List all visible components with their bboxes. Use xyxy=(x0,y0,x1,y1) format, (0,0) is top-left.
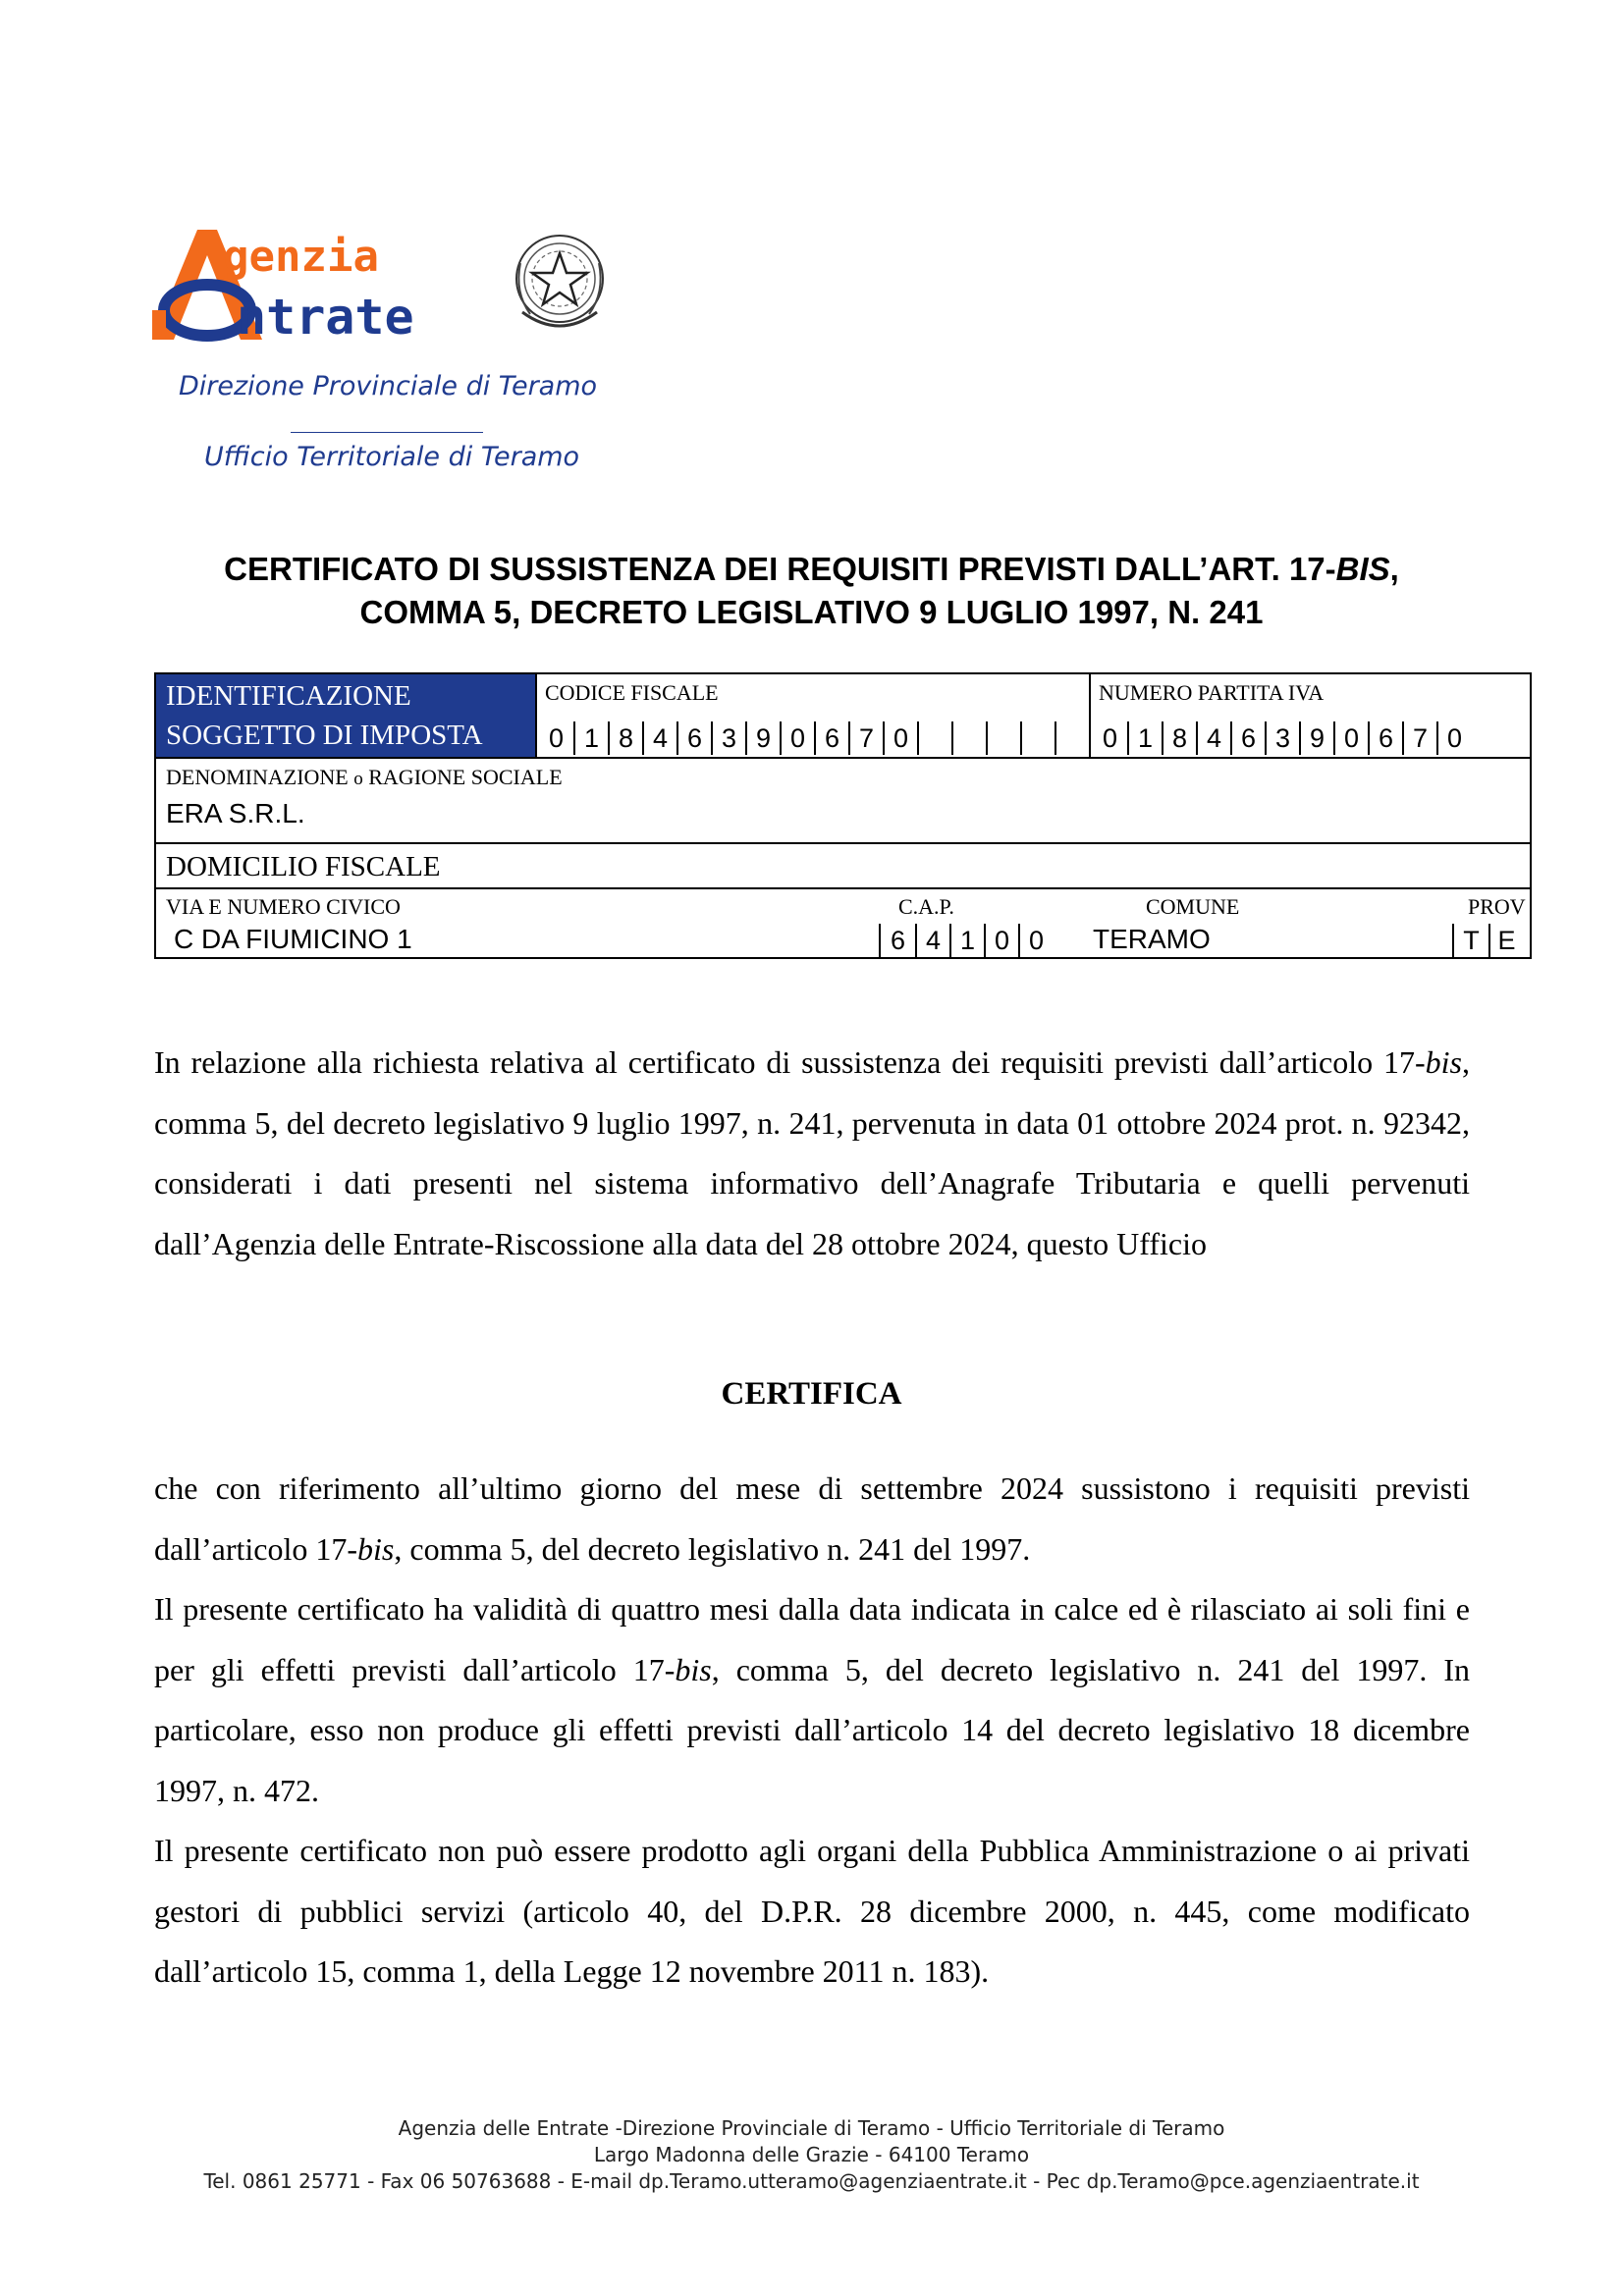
document-title-line2: COMMA 5, DECRETO LEGISLATIVO 9 LUGLIO 1997, N. 241 xyxy=(359,594,1264,630)
digit-cell: 0 xyxy=(1018,924,1053,957)
digit-cell: 8 xyxy=(1162,721,1196,755)
certifica-heading: CERTIFICA xyxy=(721,1376,902,1412)
digit-cell xyxy=(917,721,951,755)
digit-cell: 0 xyxy=(548,723,565,753)
digit-cell xyxy=(1055,721,1089,755)
cap-label: C.A.P. xyxy=(898,894,954,919)
comune-label: COMUNE xyxy=(1146,894,1240,919)
digit-cell: 4 xyxy=(642,721,676,755)
prov-label: PROV xyxy=(1468,894,1526,919)
digit-cell xyxy=(1020,721,1055,755)
denominazione-value: ERA S.R.L. xyxy=(166,798,305,828)
digit-cell: E xyxy=(1488,924,1523,957)
paragraph-request: In relazione alla richiesta relativa al certificato di sussistenza dei requisiti previsti dall’articolo 17-bis, comma 5, del decreto legislativo 9 luglio 1997, n. 241, pervenuta in data 01 ottobre 2024 prot. n. 92342, considerati i dati presenti nel sistema informativo dell’Anagrafe Tributaria e quelli pervenuti dall’Agenzia delle Entrate-Riscossione alla data del 28 ottobre 2024, questo Ufficio xyxy=(154,1044,1470,1261)
digit-cell: 0 xyxy=(883,721,917,755)
document-title-line1: CERTIFICATO DI SUSSISTENZA DEI REQUISITI PREVISTI DALL’ART. 17-BIS, xyxy=(224,551,1399,587)
department-name: Direzione Provinciale di Teramo xyxy=(179,371,598,401)
office-name: Ufficio Territoriale di Teramo xyxy=(204,442,580,472)
comune-value: TERAMO xyxy=(1093,924,1211,954)
italian-republic-emblem-icon xyxy=(511,224,609,340)
digit-cell: 0 xyxy=(1333,721,1368,755)
digit-cell xyxy=(986,721,1020,755)
prov-value xyxy=(1452,924,1523,957)
footer-line3: Tel. 0861 25771 - Fax 06 50763688 - E-mail dp.Teramo.utteramo@agenziaentrate.it - Pec dp.Teramo@pce.agenziaentrate.it xyxy=(203,2169,1420,2193)
denominazione-label: DENOMINAZIONE o RAGIONE SOCIALE xyxy=(166,765,563,789)
identification-header xyxy=(156,674,535,757)
digit-cell: 4 xyxy=(915,924,949,957)
footer-line1: Agenzia delle Entrate -Direzione Provinciale di Teramo - Ufficio Territoriale di Teramo xyxy=(398,2116,1225,2140)
digit-cell: 9 xyxy=(1299,721,1333,755)
digit-cell: 6 xyxy=(676,721,711,755)
cap-value xyxy=(879,924,1053,957)
digit-cell: 6 xyxy=(814,721,848,755)
digit-cell: 6 xyxy=(890,926,906,955)
digit-cell: 1 xyxy=(949,924,984,957)
digit-cell: 1 xyxy=(573,721,608,755)
digit-cell: 3 xyxy=(1265,721,1299,755)
digit-cell: 0 xyxy=(984,924,1018,957)
header-divider xyxy=(291,432,483,433)
taxpayer-identification-form xyxy=(154,672,1532,959)
paragraph-limitation: Il presente certificato non può essere prodotto agli organi della Pubblica Amministrazione o ai privati gestori di pubblici servizi (articolo 40, del D.P.R. 28 dicembre 2000, n. 445, come modificato dall’articolo 15, comma 1, della Legge 12 novembre 2011 n. 183). xyxy=(154,1833,1470,1989)
partita-iva-label: NUMERO PARTITA IVA xyxy=(1099,680,1325,705)
digit-cell: 1 xyxy=(1127,721,1162,755)
codice-fiscale-label: CODICE FISCALE xyxy=(545,680,719,705)
digit-cell: 7 xyxy=(1402,721,1436,755)
digit-cell: 6 xyxy=(1368,721,1402,755)
digit-cell: 0 xyxy=(1436,721,1471,755)
agenzia-entrate-logo xyxy=(152,224,466,349)
footer-line2: Largo Madonna delle Grazie - 64100 Teramo xyxy=(593,2143,1030,2166)
id-label-line1: IDENTIFICAZIONE xyxy=(166,680,411,712)
digit-cell: 0 xyxy=(1102,723,1118,753)
via-label: VIA E NUMERO CIVICO xyxy=(166,894,401,919)
domicilio-fiscale-label: DOMICILIO FISCALE xyxy=(166,851,441,882)
digit-cell: 0 xyxy=(780,721,814,755)
digit-cell: 3 xyxy=(711,721,745,755)
digit-cell: 8 xyxy=(608,721,642,755)
codice-fiscale-value xyxy=(539,721,1089,755)
paragraph-certification: che con riferimento all’ultimo giorno del mese di settembre 2024 sussistono i requisiti previsti dall’articolo 17-bis, comma 5, del decreto legislativo n. 241 del 1997. xyxy=(154,1470,1470,1567)
id-label-line2: SOGGETTO DI IMPOSTA xyxy=(166,720,483,751)
digit-cell: 7 xyxy=(848,721,883,755)
digit-cell: 6 xyxy=(1230,721,1265,755)
paragraph-validity: Il presente certificato ha validità di quattro mesi dalla data indicata in calce ed è rilasciato ai soli fini e per gli effetti previsti dall’articolo 17-bis, comma 5, del decreto legislativo n. 241 del 1997. In particolare, esso non produce gli effetti previsti dall’articolo 14 del decreto legislativo 18 dicembre 1997, n. 472. xyxy=(154,1591,1471,1808)
digit-cell: 9 xyxy=(745,721,780,755)
partita-iva-value xyxy=(1093,721,1471,755)
digit-cell: T xyxy=(1463,926,1480,955)
digit-cell: 4 xyxy=(1196,721,1230,755)
logo-text-ntrate: ntrate xyxy=(237,289,414,346)
via-value: C DA FIUMICINO 1 xyxy=(174,924,412,954)
logo-text-genzia: genzia xyxy=(223,232,379,282)
digit-cell xyxy=(951,721,986,755)
